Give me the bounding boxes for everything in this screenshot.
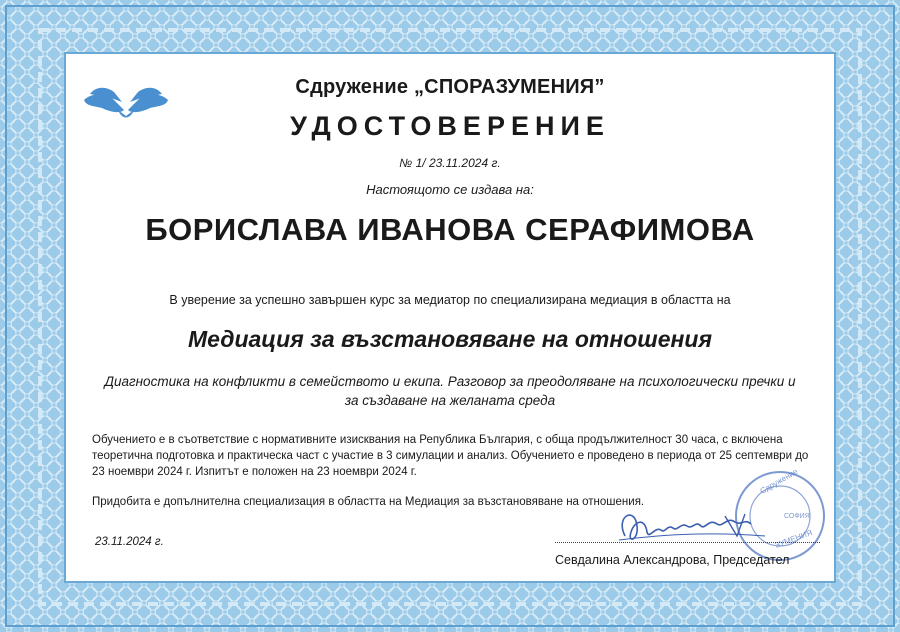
course-description: Диагностика на конфликти в семейството и екипа. Разговор за преодоляване на психологически пречки и за създаване на желаната среда: [104, 374, 796, 408]
svg-text:СОФИЯ: СОФИЯ: [784, 513, 810, 520]
signatory-name: Севдалина Александрова, Председател: [555, 553, 790, 567]
course-title: Медиация за възстановяване на отношения: [188, 326, 712, 352]
svg-text:Сдружение: Сдружение: [758, 466, 800, 496]
training-details: Обучението е в съответствие с нормативните изисквания на Република България, с обща продължителност 30 часа, с включена теоретична подготовка и практическа част с участие в 3 симулации и анализ. Обучението е проведено в периода от 25 септември до 23 ноември 2024 г. Изпитът е положен на 23 ноември 2024 г.: [92, 434, 809, 478]
extra-specialization: Придобита е допълнителна специализация в областта на Медиация за възстановяване на отношения.: [92, 496, 645, 508]
svg-text:ЗУМЕНИЯ: ЗУМЕНИЯ: [773, 528, 814, 550]
signature-image: [605, 496, 775, 556]
recipient-name: БОРИСЛАВА ИВАНОВА СЕРАФИМОВА: [145, 212, 755, 247]
organization-name: Сдружение „СПОРАЗУМЕНИЯ”: [295, 76, 605, 98]
issued-to-label: Настоящото се издава на:: [366, 182, 534, 197]
issue-date: 23.11.2024 г.: [95, 536, 164, 548]
signature-line: [555, 542, 820, 543]
certificate-number: № 1/ 23.11.2024 г.: [399, 156, 501, 170]
completion-text: В уверение за успешно завършен курс за медиатор по специализирана медиация в областта на: [169, 293, 731, 307]
certificate-title: УДОСТОВЕРЕНИЕ: [290, 111, 610, 141]
